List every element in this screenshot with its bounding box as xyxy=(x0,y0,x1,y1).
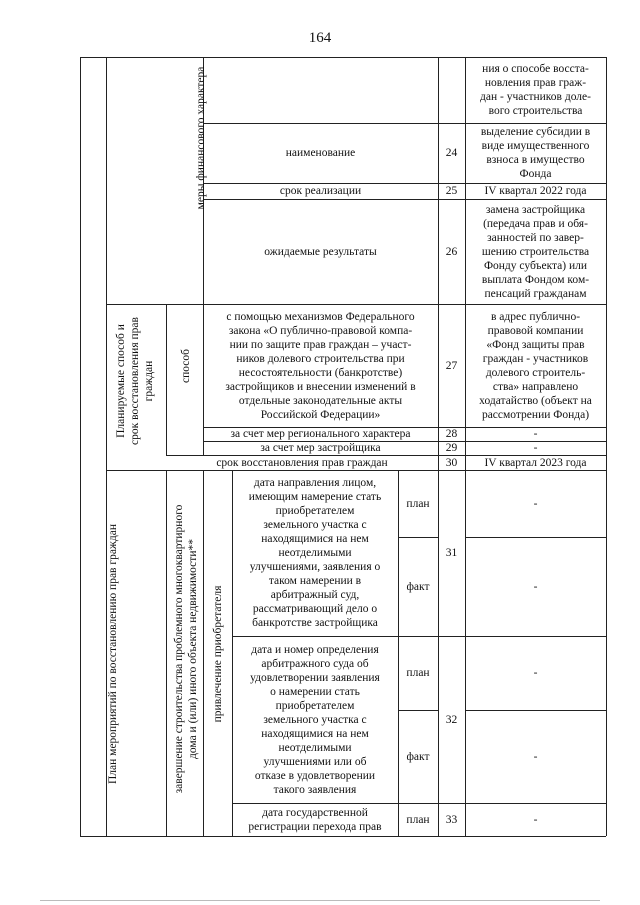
row-28-number: 28 xyxy=(445,428,458,440)
row-26-number: 26 xyxy=(445,245,458,258)
row-24-label: наименование xyxy=(285,147,356,159)
row-31-fact: факт xyxy=(406,580,430,593)
page-bottom-rule xyxy=(40,900,600,901)
table-border-left xyxy=(80,57,81,836)
column-line xyxy=(166,470,167,836)
row-24-value: выделение субсидии в виде имущественного взноса в имущество Фонда xyxy=(480,126,591,180)
row-27-value: в адрес публично- правовой компании «Фонд защиты прав граждан - участников долевого строитель- ства» направлено ходатайство (объект на рассмотрении Фонда) xyxy=(479,310,592,421)
row-26-label: ожидаемые результаты xyxy=(264,245,377,258)
page-number: 164 xyxy=(308,30,332,46)
row-29-label: за счет мер застройщика xyxy=(260,442,381,454)
label-plan-of-measures: План мероприятий по восстановлению прав граждан xyxy=(107,524,119,785)
row-24-number: 24 xyxy=(445,147,458,159)
column-line xyxy=(166,304,167,455)
row-32-fact: факт xyxy=(406,750,430,763)
row-28-value: - xyxy=(533,428,538,440)
row-31-fact-value: - xyxy=(533,580,538,593)
label-completion-of-construction: завершение строительства проблемного многоквартирного дома и (или) иного объекта недвижимости** xyxy=(173,504,199,794)
row-29-number: 29 xyxy=(445,442,458,454)
table-border-right xyxy=(606,57,607,836)
row-30-label: срок восстановления прав граждан xyxy=(216,456,388,469)
row-31-label: дата направления лицом, имеющим намерение стать приобретателем земельного участка с находящимися на нем неотделимыми улучшениями, заявления о таком намерении в арбитражный суд, рассматривающий дело о банкротстве застройщика xyxy=(248,477,382,629)
row-32-number: 32 xyxy=(445,713,458,726)
row-26-value: замена застройщика (передача прав и обя- занностей по завер- шению строительства Фонду субъекта) или выплата Фондом ком- пенсаций гражданам xyxy=(481,203,590,300)
row-25-value: IV квартал 2022 года xyxy=(484,185,587,197)
table-border-bottom xyxy=(80,836,606,837)
row-28-label: за счет мер регионального характера xyxy=(230,428,411,440)
column-line xyxy=(203,470,204,836)
row-27-number: 27 xyxy=(445,359,458,372)
row-30-value: IV квартал 2023 года xyxy=(484,456,587,469)
row-33-number: 33 xyxy=(445,813,458,826)
row-31-plan-value: - xyxy=(533,497,538,510)
row-29-value: - xyxy=(533,442,538,454)
row-31-plan: план xyxy=(406,497,430,510)
row-33-plan-value: - xyxy=(533,813,538,826)
row-32-plan: план xyxy=(406,667,430,679)
row-32-fact-value: - xyxy=(533,750,538,763)
label-planned-method: Планируемые способ и срок восстановления прав граждан xyxy=(115,317,155,445)
label-acquirer-involvement: привлечение приобретателя xyxy=(212,585,224,723)
row-32-label: дата и номер определения арбитражного суда об удовлетворении заявления о намерении стать приобретателем земельного участка с находящимися на нем неотделимыми улучшениями или об отказе в удовлетворении такого заявления xyxy=(250,643,380,796)
row-continuation-value: ния о способе восста- новления прав граж- дан - участников доле- вого строительства xyxy=(480,63,591,117)
row-27-label: с помощью механизмов Федерального закона «О публично-правовой компа- нии по защите прав граждан – участ- ников долевого строительства при несостоятельности (банкротстве) застройщиков и внесении изменений в отдельные законодательные акты Российской Федерации» xyxy=(225,310,416,421)
row-25-label: срок реализации xyxy=(279,185,362,197)
row-33-plan: план xyxy=(406,813,430,826)
row-32-plan-value: - xyxy=(533,667,538,679)
label-financial-measures: меры финансового характера xyxy=(195,66,207,210)
row-31-number: 31 xyxy=(445,547,458,559)
row-30-number: 30 xyxy=(445,456,458,469)
label-method: способ xyxy=(180,349,192,384)
row-25-number: 25 xyxy=(445,185,458,197)
row-33-label: дата государственной регистрации перехода прав xyxy=(248,806,382,833)
